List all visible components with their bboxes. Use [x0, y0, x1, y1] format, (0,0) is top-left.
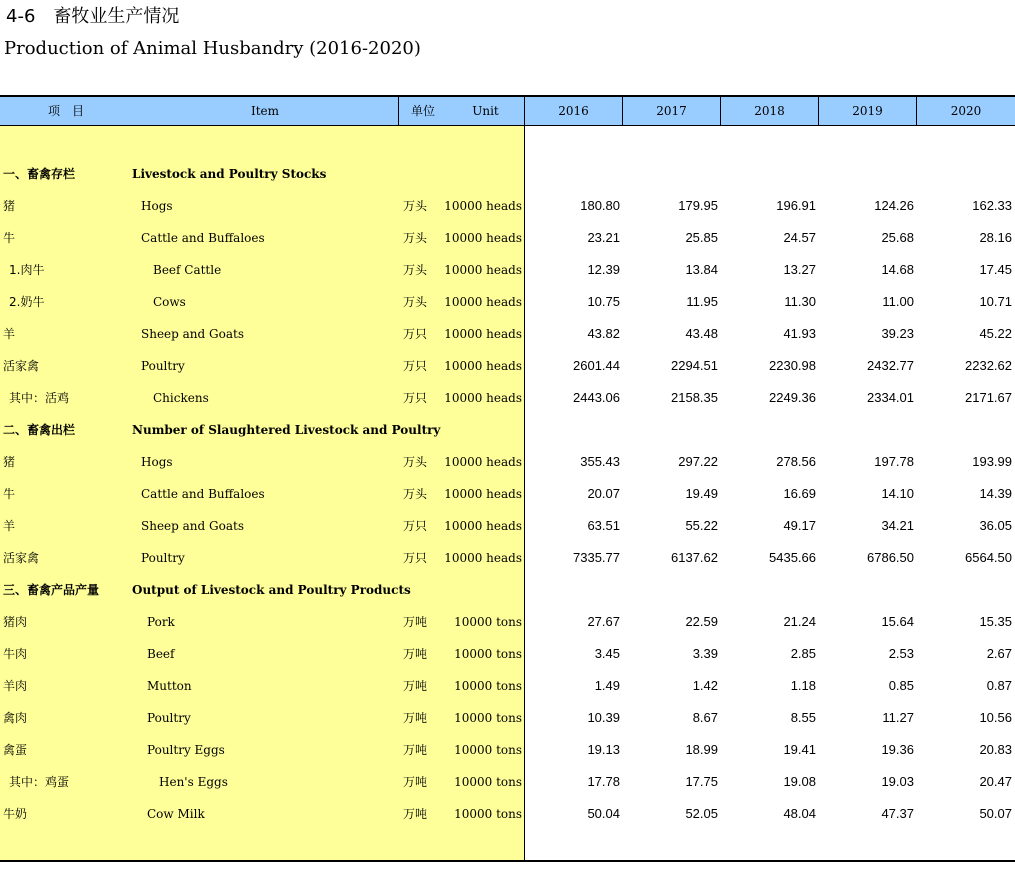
row-unit-en: 10000 heads	[444, 199, 522, 213]
table-row	[0, 254, 1015, 286]
row-unit-en: 10000 tons	[454, 807, 522, 821]
value-cell-2017: 22.59	[685, 614, 718, 629]
row-unit-en: 10000 tons	[454, 711, 522, 725]
value-cell-2016: 27.67	[587, 614, 620, 629]
row-unit-en: 10000 heads	[444, 295, 522, 309]
table-row	[0, 382, 1015, 414]
value-cell-2020: 45.22	[979, 326, 1012, 341]
row-label-zh: 牛奶	[3, 807, 28, 821]
value-cell-2016: 17.78	[587, 774, 620, 789]
value-cell-2018: 2249.36	[769, 390, 816, 405]
value-cell-2016: 19.13	[587, 742, 620, 757]
row-label-en: Beef	[147, 647, 175, 661]
value-cell-2019: 19.03	[881, 774, 914, 789]
value-cell-2016: 10.75	[587, 294, 620, 309]
row-unit-en: 10000 tons	[454, 775, 522, 789]
row-label-en: Poultry	[141, 359, 185, 373]
row-label-zh: 羊	[3, 519, 16, 533]
table-row	[0, 702, 1015, 734]
value-cell-2019: 39.23	[881, 326, 914, 341]
section-row	[0, 574, 1015, 606]
row-unit-zh: 万只	[403, 551, 428, 565]
value-cell-2020: 36.05	[979, 518, 1012, 533]
value-cell-2017: 17.75	[685, 774, 718, 789]
value-cell-2018: 41.93	[783, 326, 816, 341]
header-unit-en: Unit	[472, 104, 499, 118]
value-cell-2017: 297.22	[678, 454, 718, 469]
row-unit-zh: 万只	[403, 327, 428, 341]
value-cell-2016: 63.51	[587, 518, 620, 533]
table-row	[0, 286, 1015, 318]
row-unit-en: 10000 tons	[454, 679, 522, 693]
row-label-en: Poultry Eggs	[147, 743, 225, 757]
row-unit-en: 10000 heads	[444, 359, 522, 373]
row-label-en: Chickens	[153, 391, 209, 405]
value-cell-2020: 162.33	[972, 198, 1012, 213]
value-cell-2019: 124.26	[874, 198, 914, 213]
value-cell-2017: 52.05	[685, 806, 718, 821]
value-cell-2018: 19.41	[783, 742, 816, 757]
table-row	[0, 734, 1015, 766]
table-row	[0, 318, 1015, 350]
value-cell-2019: 19.36	[881, 742, 914, 757]
row-unit-zh: 万头	[403, 455, 428, 469]
value-cell-2016: 50.04	[587, 806, 620, 821]
row-label-zh: 活家禽	[3, 551, 40, 565]
row-label-en: Poultry	[141, 551, 185, 565]
value-cell-2019: 34.21	[881, 518, 914, 533]
value-cell-2016: 2601.44	[573, 358, 620, 373]
row-unit-zh: 万吨	[403, 807, 428, 821]
row-unit-zh: 万头	[403, 231, 428, 245]
table-row	[0, 766, 1015, 798]
table-row	[0, 446, 1015, 478]
value-cell-2018: 8.55	[790, 710, 816, 725]
value-cell-2017: 19.49	[685, 486, 718, 501]
row-unit-zh: 万吨	[403, 775, 428, 789]
row-unit-zh: 万只	[403, 359, 428, 373]
value-cell-2017: 25.85	[685, 230, 718, 245]
value-cell-2020: 6564.50	[965, 550, 1012, 565]
value-cell-2019: 2334.01	[867, 390, 914, 405]
section-row	[0, 414, 1015, 446]
header-year-2016: 2016	[558, 104, 589, 118]
row-label-en: Sheep and Goats	[141, 519, 244, 533]
value-cell-2019: 15.64	[881, 614, 914, 629]
row-unit-en: 10000 heads	[444, 391, 522, 405]
row-unit-zh: 万只	[403, 391, 428, 405]
row-label-en: Sheep and Goats	[141, 327, 244, 341]
row-unit-zh: 万头	[403, 263, 428, 277]
value-cell-2018: 2230.98	[769, 358, 816, 373]
row-label-en: Beef Cattle	[153, 263, 222, 277]
table-row	[0, 542, 1015, 574]
value-cell-2016: 2443.06	[573, 390, 620, 405]
value-cell-2019: 14.10	[881, 486, 914, 501]
row-unit-en: 10000 heads	[444, 327, 522, 341]
value-cell-2020: 0.87	[986, 678, 1012, 693]
value-cell-2016: 43.82	[587, 326, 620, 341]
value-cell-2020: 28.16	[979, 230, 1012, 245]
row-unit-zh: 万头	[403, 199, 428, 213]
table-row	[0, 670, 1015, 702]
value-cell-2019: 197.78	[874, 454, 914, 469]
row-unit-en: 10000 tons	[454, 743, 522, 757]
value-cell-2019: 25.68	[881, 230, 914, 245]
value-cell-2020: 2.67	[986, 646, 1012, 661]
value-cell-2020: 10.56	[979, 710, 1012, 725]
row-label-en: Cattle and Buffaloes	[141, 487, 265, 501]
table-row	[0, 350, 1015, 382]
table-row	[0, 606, 1015, 638]
value-cell-2020: 10.71	[979, 294, 1012, 309]
row-unit-en: 10000 heads	[444, 455, 522, 469]
value-cell-2017: 179.95	[678, 198, 718, 213]
page-title-zh: 4-6 畜牧业生产情况	[6, 6, 180, 27]
value-cell-2018: 21.24	[783, 614, 816, 629]
value-cell-2016: 20.07	[587, 486, 620, 501]
value-cell-2018: 13.27	[783, 262, 816, 277]
row-unit-zh: 万吨	[403, 679, 428, 693]
value-cell-2017: 11.95	[686, 294, 718, 309]
row-label-en: Cow Milk	[147, 807, 205, 821]
row-label-en: Poultry	[147, 711, 191, 725]
value-cell-2016: 1.49	[594, 678, 620, 693]
header-year-2019: 2019	[852, 104, 883, 118]
value-cell-2016: 10.39	[587, 710, 620, 725]
row-label-zh: 其中：活鸡	[9, 391, 70, 405]
row-label-en: Hogs	[141, 455, 173, 469]
value-cell-2019: 11.27	[882, 710, 914, 725]
value-cell-2017: 55.22	[685, 518, 718, 533]
row-unit-zh: 万吨	[403, 743, 428, 757]
row-label-zh: 2.奶牛	[9, 295, 45, 309]
value-cell-2019: 2.53	[888, 646, 914, 661]
row-unit-en: 10000 tons	[454, 615, 522, 629]
row-label-zh: 1.肉牛	[9, 263, 45, 277]
value-cell-2017: 13.84	[685, 262, 718, 277]
header-unit-zh: 单位	[410, 104, 435, 118]
row-label-en: Output of Livestock and Poultry Products	[132, 583, 411, 597]
header-year-2017: 2017	[656, 104, 687, 118]
value-cell-2016: 355.43	[580, 454, 620, 469]
row-label-zh: 牛	[3, 487, 16, 501]
value-cell-2018: 16.69	[783, 486, 816, 501]
row-label-zh: 羊肉	[3, 679, 28, 693]
table-row	[0, 798, 1015, 830]
value-cell-2018: 5435.66	[769, 550, 816, 565]
row-label-zh: 猪肉	[3, 615, 28, 629]
table-row	[0, 638, 1015, 670]
value-cell-2020: 15.35	[979, 614, 1012, 629]
row-unit-en: 10000 heads	[444, 519, 522, 533]
value-cell-2017: 1.42	[692, 678, 718, 693]
value-cell-2018: 11.30	[784, 294, 816, 309]
value-cell-2020: 17.45	[979, 262, 1012, 277]
header-year-2020: 2020	[950, 104, 982, 118]
value-cell-2016: 12.39	[587, 262, 620, 277]
header-item-zh: 项 目	[47, 104, 84, 118]
row-unit-en: 10000 heads	[444, 551, 522, 565]
value-cell-2018: 1.18	[790, 678, 816, 693]
value-cell-2018: 49.17	[783, 518, 816, 533]
row-unit-en: 10000 tons	[454, 647, 522, 661]
value-cell-2016: 3.45	[594, 646, 620, 661]
value-cell-2018: 2.85	[790, 646, 816, 661]
value-cell-2018: 196.91	[776, 198, 816, 213]
header-item-en: Item	[250, 104, 280, 118]
row-label-en: Cows	[153, 295, 186, 309]
value-cell-2020: 14.39	[979, 486, 1012, 501]
value-cell-2017: 2294.51	[671, 358, 718, 373]
value-cell-2018: 19.08	[783, 774, 816, 789]
row-label-zh: 牛	[3, 231, 16, 245]
row-unit-zh: 万吨	[403, 647, 428, 661]
row-label-zh: 牛肉	[3, 647, 28, 661]
value-cell-2020: 20.83	[979, 742, 1012, 757]
row-label-en: Hen's Eggs	[159, 775, 228, 789]
header-year-2018: 2018	[754, 104, 785, 118]
value-cell-2019: 2432.77	[867, 358, 914, 373]
page-title-en: Production of Animal Husbandry (2016-2020)	[4, 38, 421, 59]
row-label-zh: 三、畜禽产品产量	[3, 583, 100, 597]
section-row	[0, 158, 1015, 190]
row-unit-zh: 万只	[403, 519, 428, 533]
row-unit-en: 10000 heads	[444, 263, 522, 277]
row-label-en: Pork	[147, 615, 175, 629]
table-row	[0, 222, 1015, 254]
value-cell-2020: 2232.62	[965, 358, 1012, 373]
value-cell-2020: 2171.67	[965, 390, 1012, 405]
value-cell-2017: 43.48	[685, 326, 718, 341]
row-label-zh: 禽肉	[3, 711, 28, 725]
value-cell-2018: 24.57	[783, 230, 816, 245]
row-unit-zh: 万吨	[403, 615, 428, 629]
table-row	[0, 190, 1015, 222]
value-cell-2019: 6786.50	[867, 550, 914, 565]
value-cell-2019: 0.85	[888, 678, 914, 693]
value-cell-2019: 11.00	[882, 294, 914, 309]
table-row	[0, 510, 1015, 542]
row-label-zh: 羊	[3, 327, 16, 341]
value-cell-2017: 18.99	[685, 742, 718, 757]
row-label-en: Cattle and Buffaloes	[141, 231, 265, 245]
row-unit-en: 10000 heads	[444, 487, 522, 501]
value-cell-2016: 23.21	[587, 230, 620, 245]
row-label-zh: 其中：鸡蛋	[9, 775, 70, 789]
row-label-zh: 二、畜禽出栏	[3, 423, 76, 437]
value-cell-2016: 7335.77	[573, 550, 620, 565]
row-unit-zh: 万吨	[403, 711, 428, 725]
value-cell-2017: 3.39	[692, 646, 718, 661]
value-cell-2018: 48.04	[783, 806, 816, 821]
value-cell-2017: 2158.35	[671, 390, 718, 405]
value-cell-2019: 14.68	[881, 262, 914, 277]
table-row	[0, 478, 1015, 510]
value-cell-2017: 8.67	[692, 710, 718, 725]
table-bottom-border	[0, 860, 1015, 862]
row-unit-en: 10000 heads	[444, 231, 522, 245]
value-cell-2020: 50.07	[979, 806, 1012, 821]
row-label-zh: 猪	[3, 199, 16, 213]
row-label-en: Livestock and Poultry Stocks	[132, 167, 327, 181]
row-label-zh: 活家禽	[3, 359, 40, 373]
row-label-zh: 禽蛋	[3, 743, 28, 757]
value-cell-2019: 47.37	[881, 806, 914, 821]
row-label-zh: 一、畜禽存栏	[3, 167, 76, 181]
row-label-en: Mutton	[147, 679, 192, 693]
row-label-zh: 猪	[3, 455, 16, 469]
value-cell-2016: 180.80	[580, 198, 620, 213]
row-unit-zh: 万头	[403, 487, 428, 501]
row-label-en: Hogs	[141, 199, 173, 213]
row-unit-zh: 万头	[403, 295, 428, 309]
value-cell-2018: 278.56	[776, 454, 816, 469]
value-cell-2017: 6137.62	[671, 550, 718, 565]
row-label-en: Number of Slaughtered Livestock and Poultry	[132, 423, 441, 437]
table-header	[0, 95, 1015, 126]
value-cell-2020: 20.47	[979, 774, 1012, 789]
value-cell-2020: 193.99	[972, 454, 1012, 469]
